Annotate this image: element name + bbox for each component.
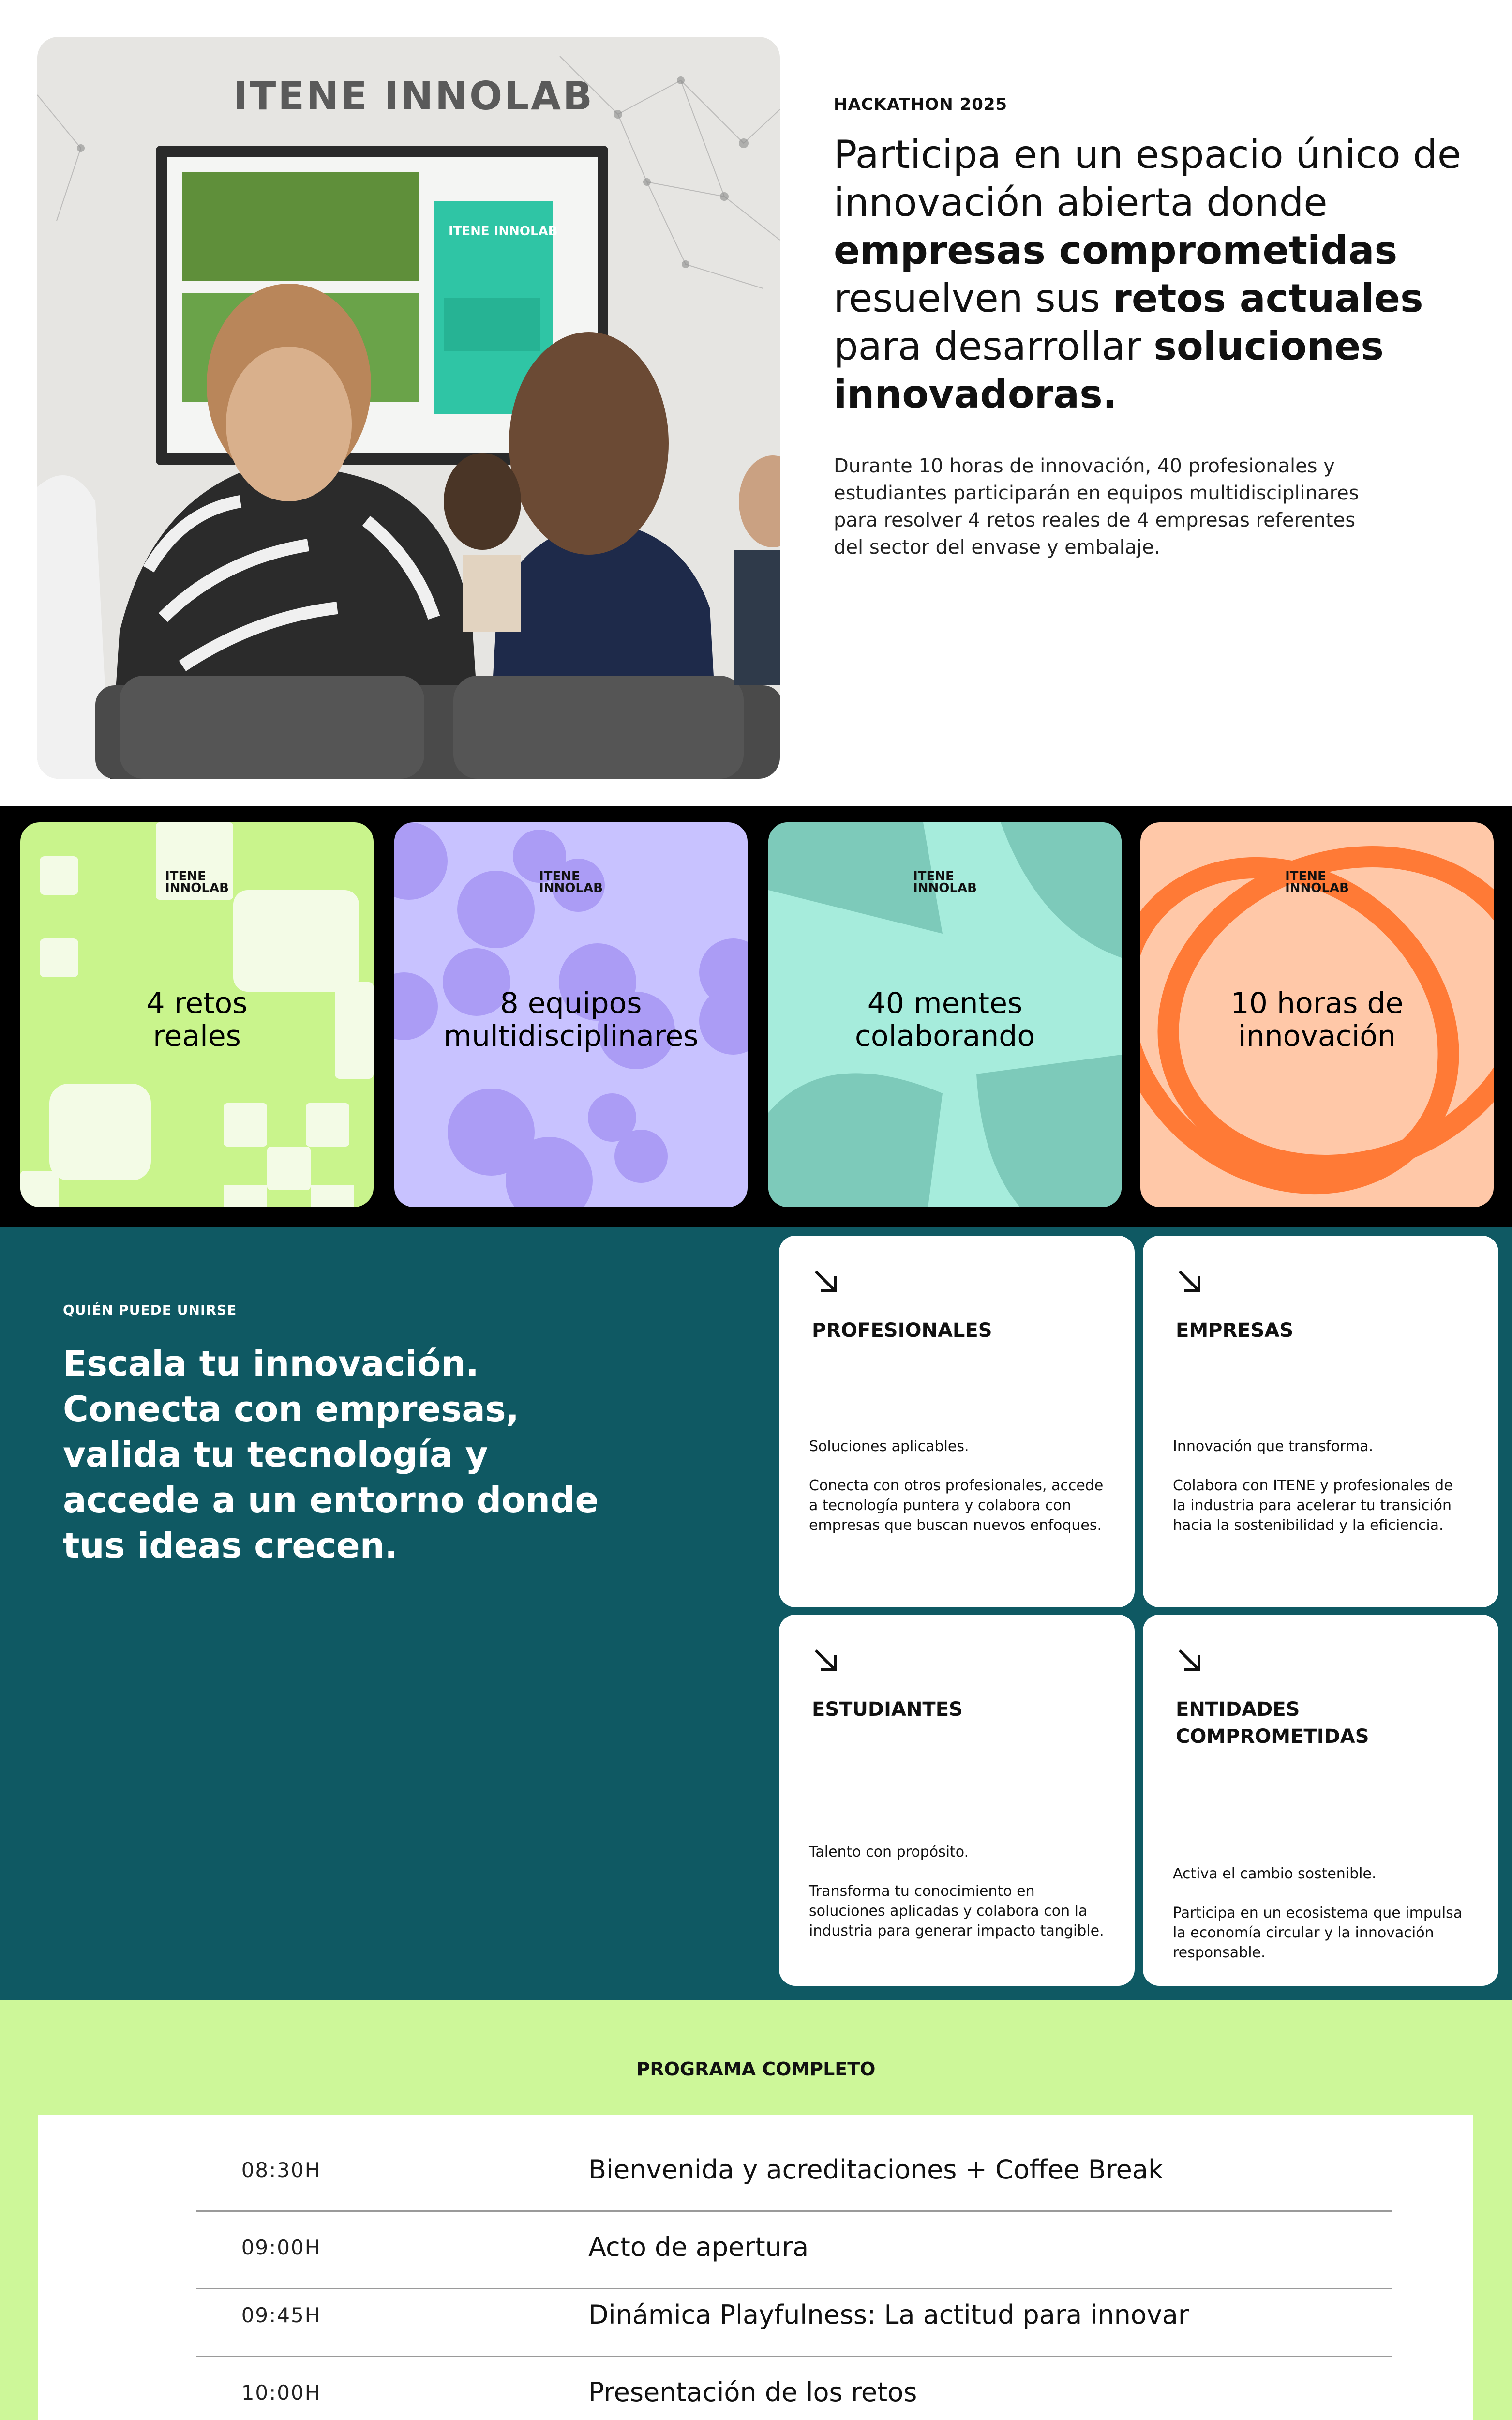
program-row (196, 2360, 1392, 2420)
stat-card-equipos (394, 822, 748, 1207)
stats-section (0, 806, 1512, 1227)
hero-description: Durante 10 horas de innovación, 40 profesionales y estudiantes participarán en equipos multidisciplinares para resolver 4 retos reales de 4 empresas referentes del sector del envase y embalaje. (834, 455, 1359, 559)
program-time: 09:00H (241, 2236, 321, 2259)
stat-text: 40 mentes colaborando (854, 986, 1035, 1053)
stat-text: 4 retos reales (146, 986, 248, 1053)
audience-title: Escala tu innovación. Conecta con empresas, valida tu tecnología y accede a un entorno donde tus ideas crecen. (63, 1343, 599, 1566)
program-row (196, 2214, 1392, 2289)
audience-card-estudiantes[interactable] (779, 1615, 1135, 1986)
innolab-logo: ITENE INNOLAB (539, 869, 603, 895)
audience-photo-illustration (37, 37, 780, 779)
audience-card-body: Innovación que transforma. Colabora con ITENE y profesionales de la industria para acelerar tu transición hacia la sostenibilidad y la eficiencia. (1173, 1438, 1453, 1534)
program-time: 10:00H (241, 2381, 321, 2405)
innolab-logo: ITENE INNOLAB (165, 869, 229, 895)
stat-text: 10 horas de innovación (1230, 986, 1404, 1053)
headline-emphasis: retos actuales (1112, 276, 1423, 321)
program-activity: Bienvenida y acreditaciones + Coffee Break (588, 2154, 1164, 2185)
innolab-logo: ITENE INNOLAB (1285, 869, 1349, 895)
audience-card-body: Activa el cambio sostenible. Participa en un ecosistema que impulsa la economía circular y la innovación responsable. (1173, 1865, 1463, 1961)
program-title: PROGRAMA COMPLETO (636, 2058, 876, 2080)
hero-section (0, 0, 1512, 806)
program-activity: Acto de apertura (588, 2232, 809, 2262)
hero-eyebrow: HACKATHON 2025 (834, 95, 1008, 114)
program-row (196, 2282, 1392, 2357)
arrow-down-right-icon (1176, 1268, 1205, 1297)
hero-photo (37, 37, 780, 779)
audience-card-label: EMPRESAS (1176, 1319, 1294, 1342)
stat-card-horas (1140, 822, 1494, 1207)
audience-card-label: PROFESIONALES (812, 1319, 992, 1342)
program-activity: Dinámica Playfulness: La actitud para innovar (588, 2299, 1189, 2330)
arrow-down-right-icon (812, 1647, 841, 1676)
headline-part: resuelven sus (834, 276, 1113, 321)
program-row (196, 2137, 1392, 2212)
audience-card-empresas[interactable] (1143, 1236, 1498, 1607)
wall-sign-text: ITENE INNOLAB (233, 74, 594, 119)
hero-headline (834, 131, 1463, 418)
program-time: 08:30H (241, 2158, 321, 2182)
stat-card-mentes (768, 822, 1122, 1207)
headline-part: Participa en un espacio único de innovación abierta donde (834, 132, 1462, 225)
stat-card-retos (20, 822, 374, 1207)
audience-card-entidades[interactable] (1143, 1615, 1498, 1986)
screen-brand-text: ITENE INNOLAB (449, 224, 558, 239)
program-activity: Presentación de los retos (588, 2377, 917, 2407)
audience-card-label: ESTUDIANTES (812, 1698, 963, 1721)
audience-eyebrow: QUIÉN PUEDE UNIRSE (63, 1302, 237, 1318)
headline-emphasis: soluciones innovadoras. (834, 324, 1384, 417)
audience-card-label: ENTIDADES COMPROMETIDAS (1176, 1698, 1369, 1748)
program-panel (38, 2115, 1473, 2420)
audience-card-profesionales[interactable] (779, 1236, 1135, 1607)
arrow-down-right-icon (812, 1268, 841, 1297)
audience-card-body: Soluciones aplicables. Conecta con otros profesionales, accede a tecnología puntera y colabora con empresas que buscan nuevos enfoques. (809, 1438, 1104, 1534)
innolab-logo: ITENE INNOLAB (913, 869, 977, 895)
headline-part: para desarrollar (834, 324, 1154, 369)
audience-card-body: Talento con propósito. Transforma tu conocimiento en soluciones aplicadas y colabora con la industria para generar impacto tangible. (809, 1844, 1104, 1939)
arrow-down-right-icon (1176, 1647, 1205, 1676)
program-time: 09:45H (241, 2303, 321, 2327)
headline-emphasis: empresas comprometidas (834, 228, 1398, 273)
stat-text: 8 equipos multidisciplinares (443, 986, 699, 1053)
